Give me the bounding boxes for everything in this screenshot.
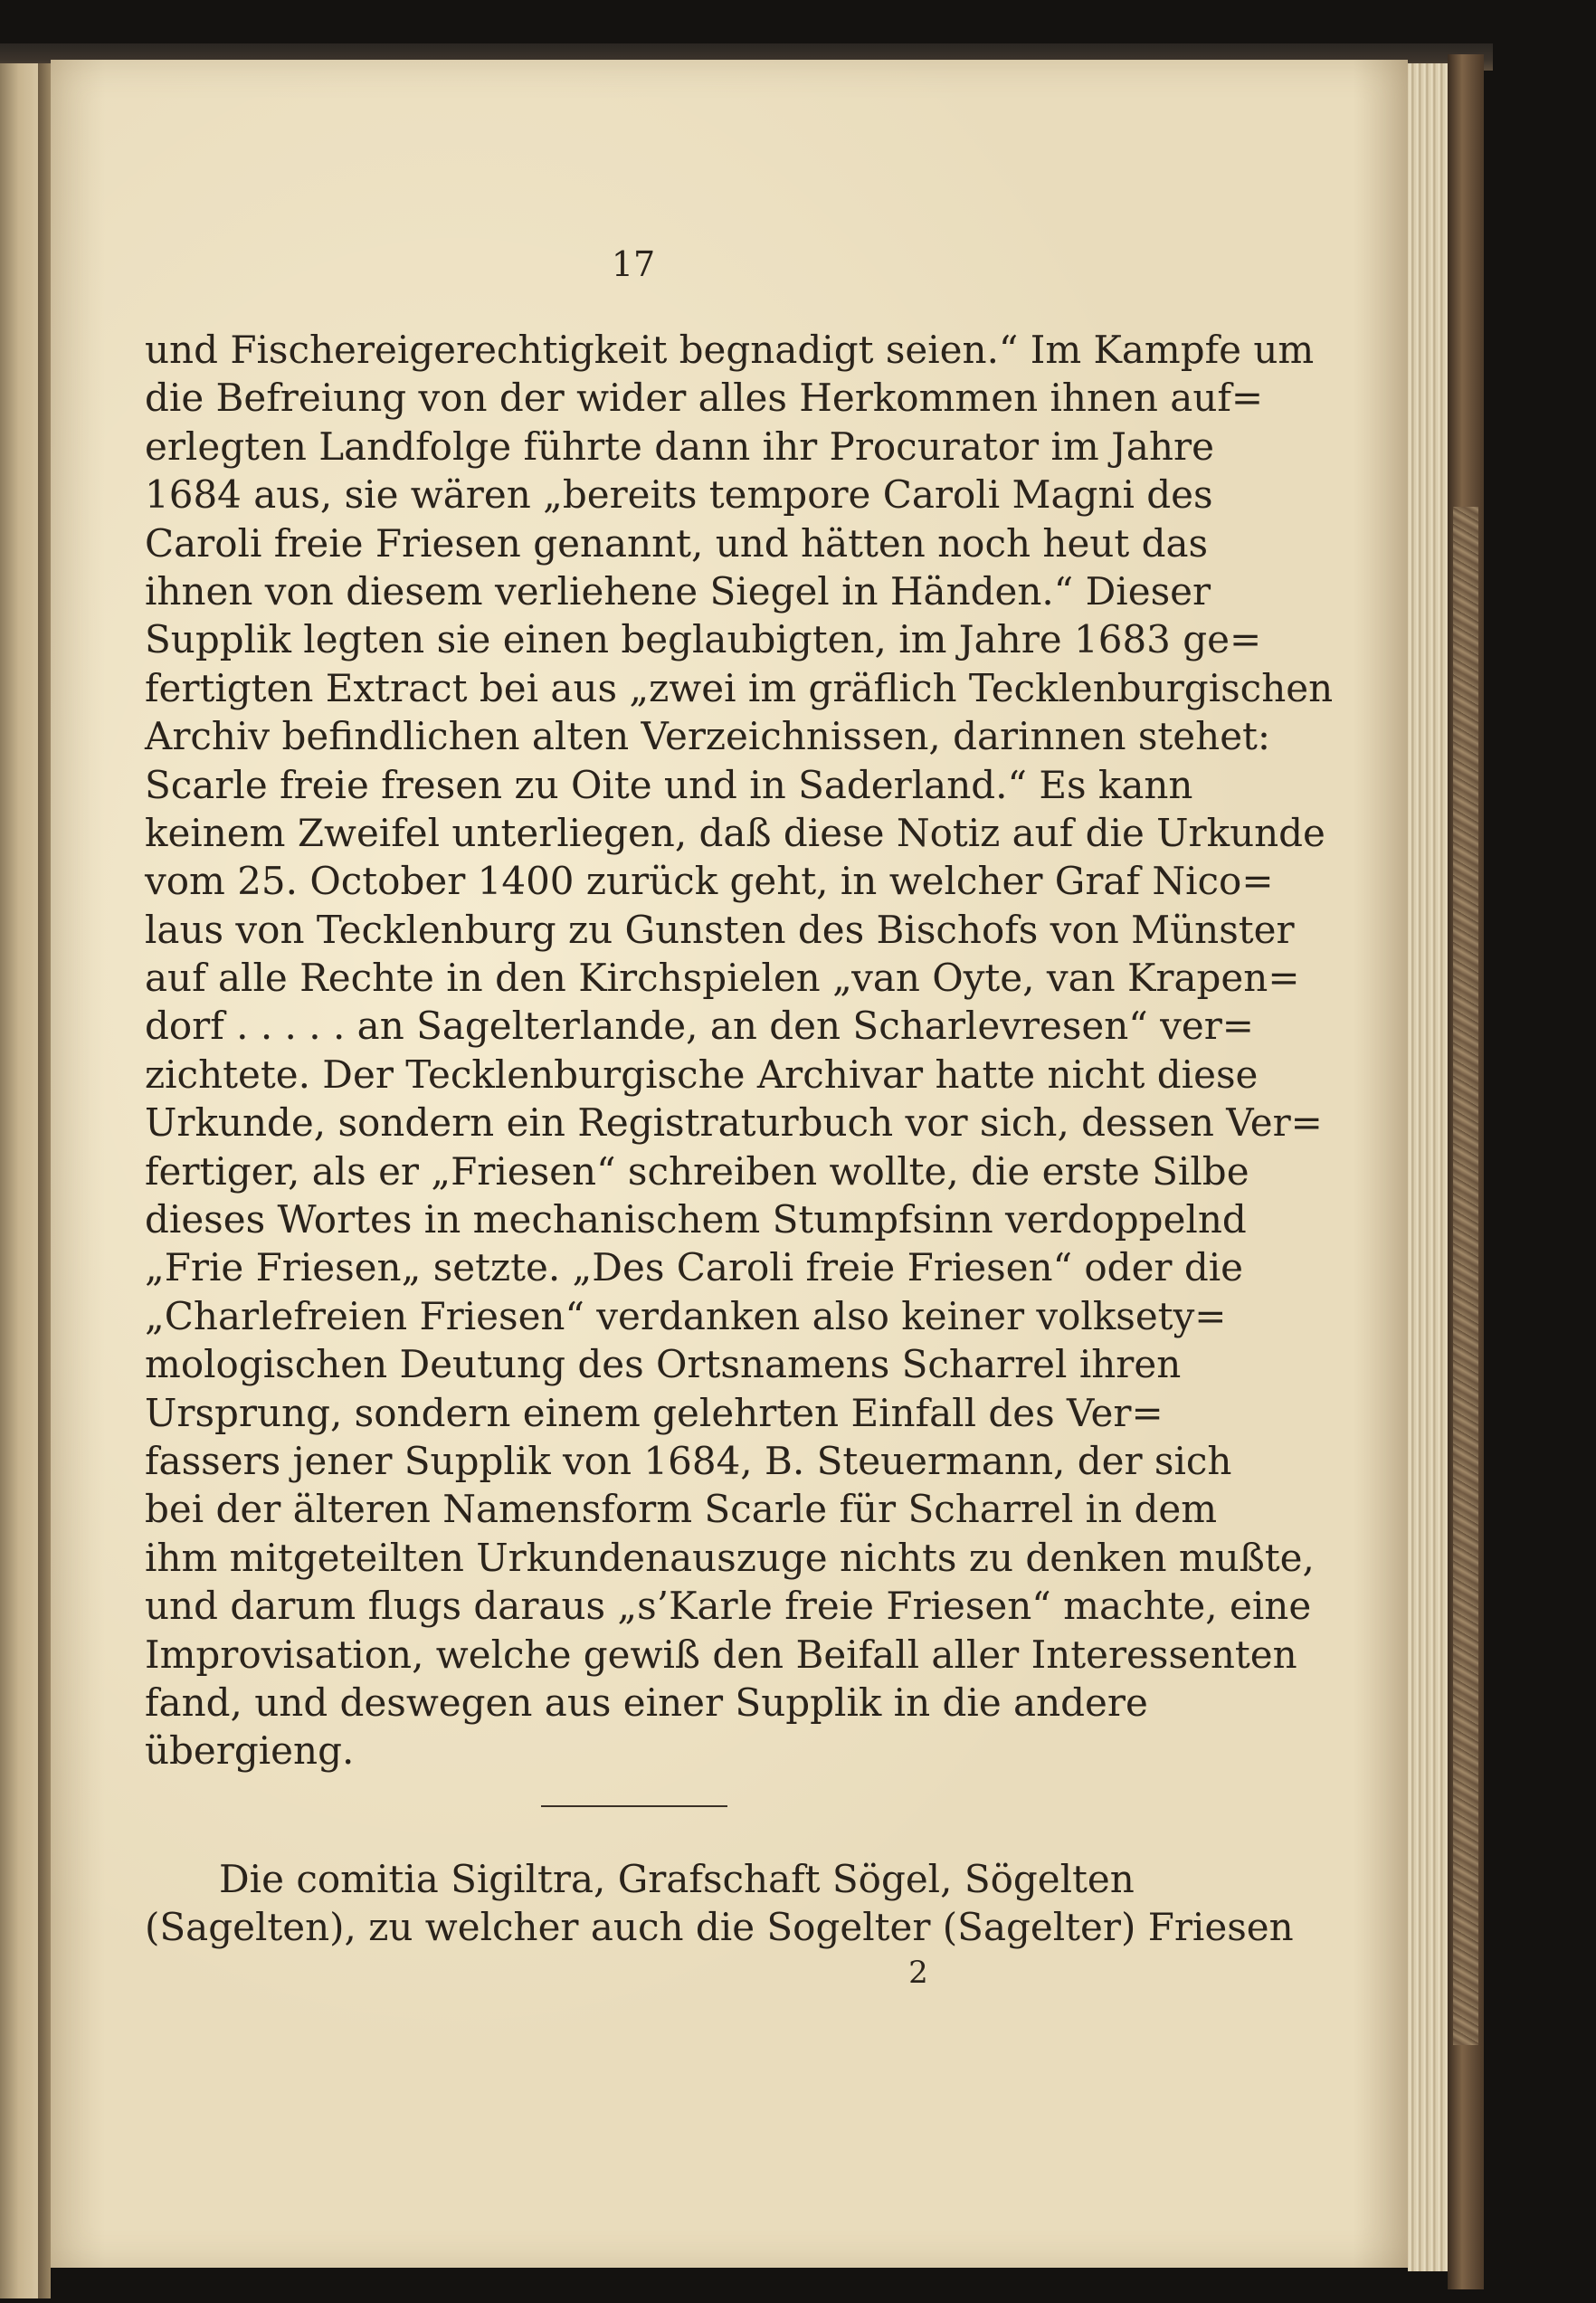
text-line: dieses Wortes in mechanischem Stumpfsinn verdoppelnd — [145, 1197, 1247, 1242]
text-line: „Charlefreien Friesen“ verdanken also keiner volksety= — [145, 1293, 1227, 1338]
text-line: dorf . . . . . an Sagelterlande, an den Scharlevresen“ ver= — [145, 1004, 1254, 1049]
text-line: übergieng. — [145, 1728, 355, 1774]
signature-mark: 2 — [908, 1955, 928, 1991]
text-line: fertiger, als er „Friesen“ schreiben wollte, die erste Silbe — [145, 1148, 1249, 1194]
text-line: Ursprung, sondern einem gelehrten Einfall des Ver= — [145, 1390, 1164, 1435]
text-line: Scarle freie fresen zu Oite und in Saderland.“ Es kann — [145, 762, 1193, 807]
text-line: Urkunde, sondern ein Registraturbuch vor sich, dessen Ver= — [145, 1100, 1323, 1146]
text-line: fassers jener Supplik von 1684, B. Steuermann, der sich — [145, 1438, 1232, 1483]
text-line: „Frie Friesen„ setzte. „Des Caroli freie Friesen“ oder die — [145, 1245, 1244, 1290]
text-line: keinem Zweifel unterliegen, daß diese Notiz auf die Urkunde — [145, 810, 1325, 855]
text-line: fand, und deswegen aus einer Supplik in die andere — [145, 1680, 1148, 1725]
text-line: Improvisation, welche gewiß den Beifall aller Interessenten — [145, 1632, 1297, 1677]
page-number: 17 — [611, 244, 656, 284]
left-page-edge — [0, 63, 38, 2298]
text-line: die Befreiung von der wider alles Herkommen ihnen auf= — [145, 376, 1264, 421]
text-line: Archiv befindlichen alten Verzeichnissen, darinnen stehet: — [145, 714, 1271, 759]
text-line: 1684 aus, sie wären „bereits tempore Caroli Magni des — [145, 472, 1213, 518]
text-line: Supplik legten sie einen beglaubigten, im Jahre 1683 ge= — [145, 617, 1262, 662]
text-line: auf alle Rechte in den Kirchspielen „van Oyte, van Krapen= — [145, 956, 1300, 1001]
text-line: vom 25. October 1400 zurück geht, in welcher Graf Nico= — [145, 859, 1274, 904]
text-line: mologischen Deutung des Ortsnamens Scharrel ihren — [145, 1342, 1182, 1387]
text-line: fertigten Extract bei aus „zwei im gräflich Tecklenburgischen — [145, 665, 1334, 710]
text-line: bei der älteren Namensform Scarle für Scharrel in dem — [145, 1487, 1218, 1532]
text-line: und Fischereigerechtigkeit begnadigt seien.“ Im Kampfe um — [145, 328, 1315, 372]
text-line: laus von Tecklenburg zu Gunsten des Bischofs von Münster — [145, 907, 1295, 952]
section-divider — [541, 1805, 727, 1807]
text-line: und darum flugs daraus „s’Karle freie Friesen“ machte, eine — [145, 1584, 1312, 1629]
second-paragraph — [145, 1855, 1294, 1952]
body-paragraph — [145, 326, 1334, 1775]
text-line: erlegten Landfolge führte dann ihr Procurator im Jahre — [145, 423, 1214, 469]
book-gutter — [38, 63, 51, 2298]
text-line: Die comitia Sigiltra, Grafschaft Sögel, Sögelten — [219, 1857, 1135, 1901]
text-line: (Sagelten), zu welcher auch die Sogelter (Sagelter) Friesen — [145, 1905, 1294, 1950]
book-cover-right — [1448, 54, 1484, 2289]
text-line: ihm mitgeteilten Urkundenauszuge nichts zu denken mußte, — [145, 1535, 1315, 1580]
text-line: Caroli freie Friesen genannt, und hätten noch heut das — [145, 520, 1209, 566]
text-line: zichtete. Der Tecklenburgische Archivar hatte nicht diese — [145, 1052, 1259, 1097]
text-line: ihnen von diesem verliehene Siegel in Händen.“ Dieser — [145, 568, 1211, 614]
